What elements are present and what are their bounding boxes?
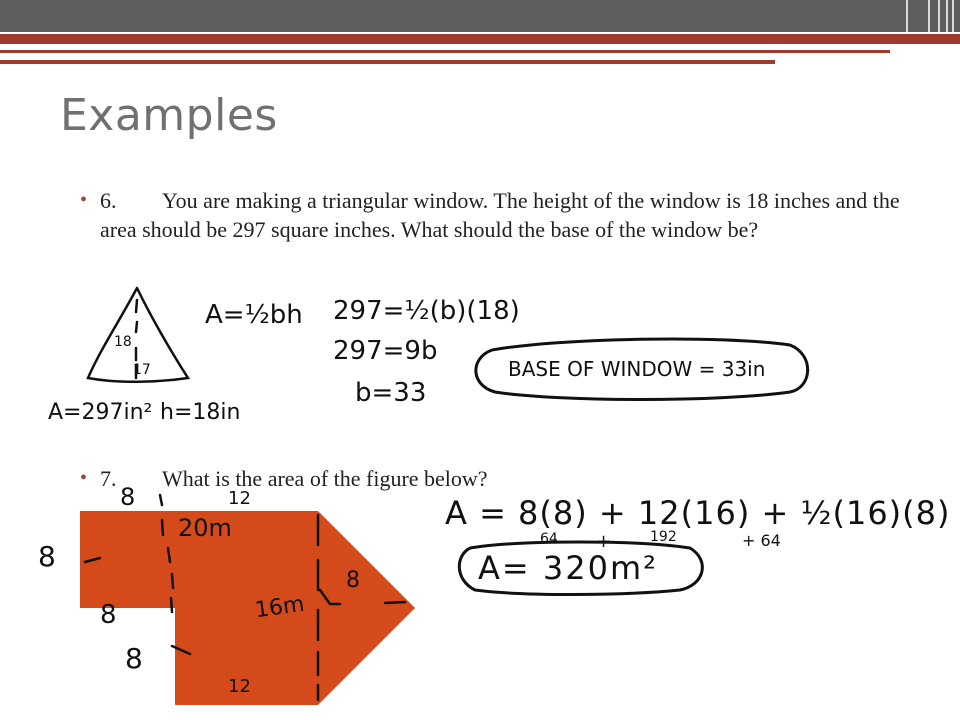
label-width-20: 20m bbox=[178, 514, 232, 542]
label-tip: 8 bbox=[346, 568, 360, 593]
label-top-left: 8 bbox=[120, 483, 136, 511]
label-bottom: 12 bbox=[228, 676, 251, 697]
question-text: What is the area of the figure below? bbox=[162, 466, 488, 491]
partial-1: 64 bbox=[540, 531, 558, 547]
question-number: 7. bbox=[100, 466, 117, 491]
label-lower-left-2: 8 bbox=[125, 642, 143, 675]
partial-2: 192 bbox=[650, 529, 677, 545]
bullet-icon: • bbox=[80, 189, 88, 211]
partial-plus: + bbox=[596, 531, 612, 552]
label-lower-left-1: 8 bbox=[100, 600, 117, 630]
given-area: A=297in² bbox=[48, 400, 153, 425]
given-height: h=18in bbox=[160, 400, 241, 425]
bullet-icon: • bbox=[80, 467, 88, 489]
answer-6: BASE OF WINDOW = 33in bbox=[508, 357, 766, 381]
label-top-right: 12 bbox=[228, 488, 251, 509]
work-step-2: 297=9b bbox=[333, 336, 438, 366]
triangle-base-label: 17 bbox=[133, 362, 151, 378]
area-formula: A=½bh bbox=[205, 300, 303, 330]
work-step-1: 297=½(b)(18) bbox=[333, 296, 520, 326]
work-step-3: b=33 bbox=[355, 378, 427, 408]
question-text: You are making a triangular window. The height of the window is 18 inches and the area should be 297 square inches. What should the base of the window be? bbox=[100, 188, 900, 242]
area-equation: A = 8(8) + 12(16) + ½(16)(8) bbox=[445, 494, 951, 532]
answer-7: A= 320m² bbox=[478, 549, 658, 587]
slide-title: Examples bbox=[60, 90, 278, 141]
label-height-16: 16m bbox=[253, 591, 306, 624]
triangle-height-label: 18 bbox=[114, 334, 132, 350]
label-left-side: 8 bbox=[38, 540, 56, 573]
partial-3: + 64 bbox=[742, 531, 781, 550]
question-number: 6. bbox=[100, 188, 117, 213]
